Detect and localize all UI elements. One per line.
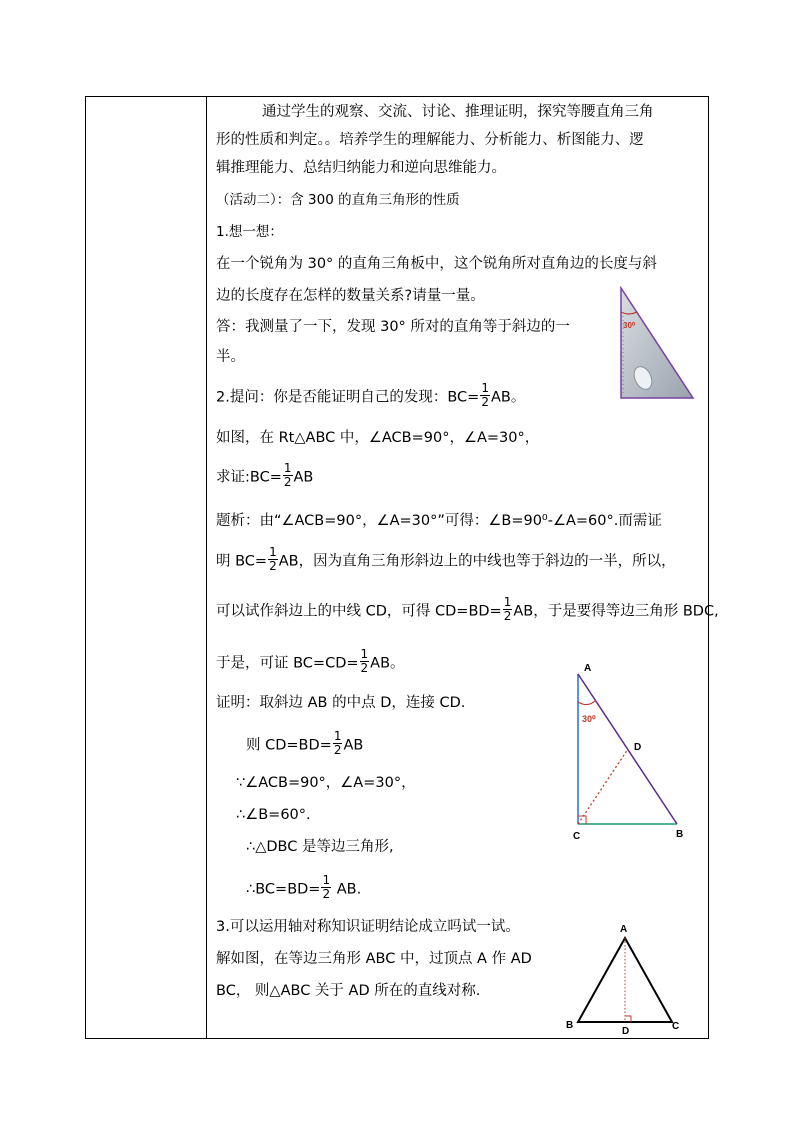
eq-vertex-c-label: C (672, 1021, 680, 1032)
think-question-1: 在一个锐角为 30° 的直角三角板中，这个锐角所对直角边的长度与斜 (216, 256, 657, 272)
intro-line-1: 通过学生的观察、交流、讨论、推理证明，探究等腰直角三角 (262, 104, 654, 120)
proof-line-1: 则 CD=BD= $\frac{1}{2}$ AB (246, 729, 364, 757)
fraction-half: $\frac{1}{2}$ (360, 647, 369, 675)
fraction-half: $\frac{1}{2}$ (269, 545, 277, 573)
fraction-half: $\frac{1}{2}$ (503, 595, 512, 623)
eq-vertex-a-label: A (620, 924, 628, 935)
given-statement: 如图，在 Rt△ABC 中，∠ACB=90°，∠A=30°， (216, 430, 540, 446)
think-answer-1: 答：我测量了一下，发现 30° 所对的直角等于斜边的一 (216, 319, 570, 335)
vertex-b-label: B (676, 829, 684, 840)
think-question-2: 边的长度存在怎样的数量关系?请量一量。 (216, 288, 485, 304)
set-square-angle-label: 30⁰ (623, 321, 636, 330)
analysis-line-1: 题析：由“∠ACB=90°，∠A=30°”可得：∠B=90⁰-∠A=60°.而需证 (216, 513, 662, 529)
question-3-line-1: 3.可以运用轴对称知识证明结论成立吗试一试。 (216, 919, 520, 935)
analysis-line-4: 于是，可证 BC=CD= $\frac{1}{2}$ AB。 (216, 647, 405, 675)
set-square-figure (617, 286, 697, 404)
proof-line-0: 证明：取斜边 AB 的中点 D，连接 CD. (216, 695, 466, 711)
right-triangle-figure (566, 658, 690, 846)
median-cd (578, 749, 628, 824)
fraction-half: $\frac{1}{2}$ (481, 381, 489, 409)
point-d-label: D (634, 742, 642, 753)
intro-line-3: 辑推理能力、总结归纳能力和逆向思维能力。 (216, 160, 506, 176)
fraction-half: $\frac{1}{2}$ (283, 461, 292, 489)
proof-line-5: ∴BC=BD= $\frac{1}{2}$ AB. (246, 873, 362, 901)
vertex-a-label: A (584, 663, 592, 674)
eq-point-d-label: D (622, 1026, 630, 1037)
equilateral-triangle-figure (562, 920, 688, 1038)
prove-statement: 求证:BC= $\frac{1}{2}$ AB (216, 461, 314, 489)
analysis-line-3: 可以试作斜边上的中线 CD，可得 CD=BD= $\frac{1}{2}$ AB，于是要得等边三角形 BDC, (216, 595, 719, 623)
proof-line-3: ∴∠B=60°. (236, 807, 311, 823)
angle-30-label: 30⁰ (582, 714, 596, 724)
question-3-line-2: 解如图，在等边三角形 ABC 中，过顶点 A 作 AD (216, 951, 532, 967)
hypotenuse-ab (578, 674, 677, 824)
column-divider (206, 96, 207, 1039)
fraction-half: $\frac{1}{2}$ (333, 729, 342, 757)
think-answer-2: 半。 (216, 349, 245, 365)
proof-line-4: ∴△DBC 是等边三角形, (246, 839, 394, 855)
vertex-c-label: C (573, 831, 581, 842)
question-3-line-3: BC， 则△ABC 关于 AD 所在的直线对称. (216, 983, 481, 999)
think-heading: 1.想一想： (216, 224, 283, 240)
fraction-half: $\frac{1}{2}$ (322, 873, 331, 901)
question-2: 2.提问：你是否能证明自己的发现：BC= $\frac{1}{2}$ AB。 (216, 381, 526, 409)
eq-vertex-b-label: B (566, 1020, 574, 1031)
analysis-line-2: 明 BC= $\frac{1}{2}$ AB，因为直角三角形斜边上的中线也等于斜边的一半，所以， (216, 545, 676, 573)
intro-line-2: 形的性质和判定。。培养学生的理解能力、分析能力、析图能力、逻 (216, 132, 644, 148)
proof-line-2: ∵∠ACB=90°，∠A=30°， (236, 775, 416, 791)
activity-title: （活动二）：含 300 的直角三角形的性质 (216, 192, 460, 208)
